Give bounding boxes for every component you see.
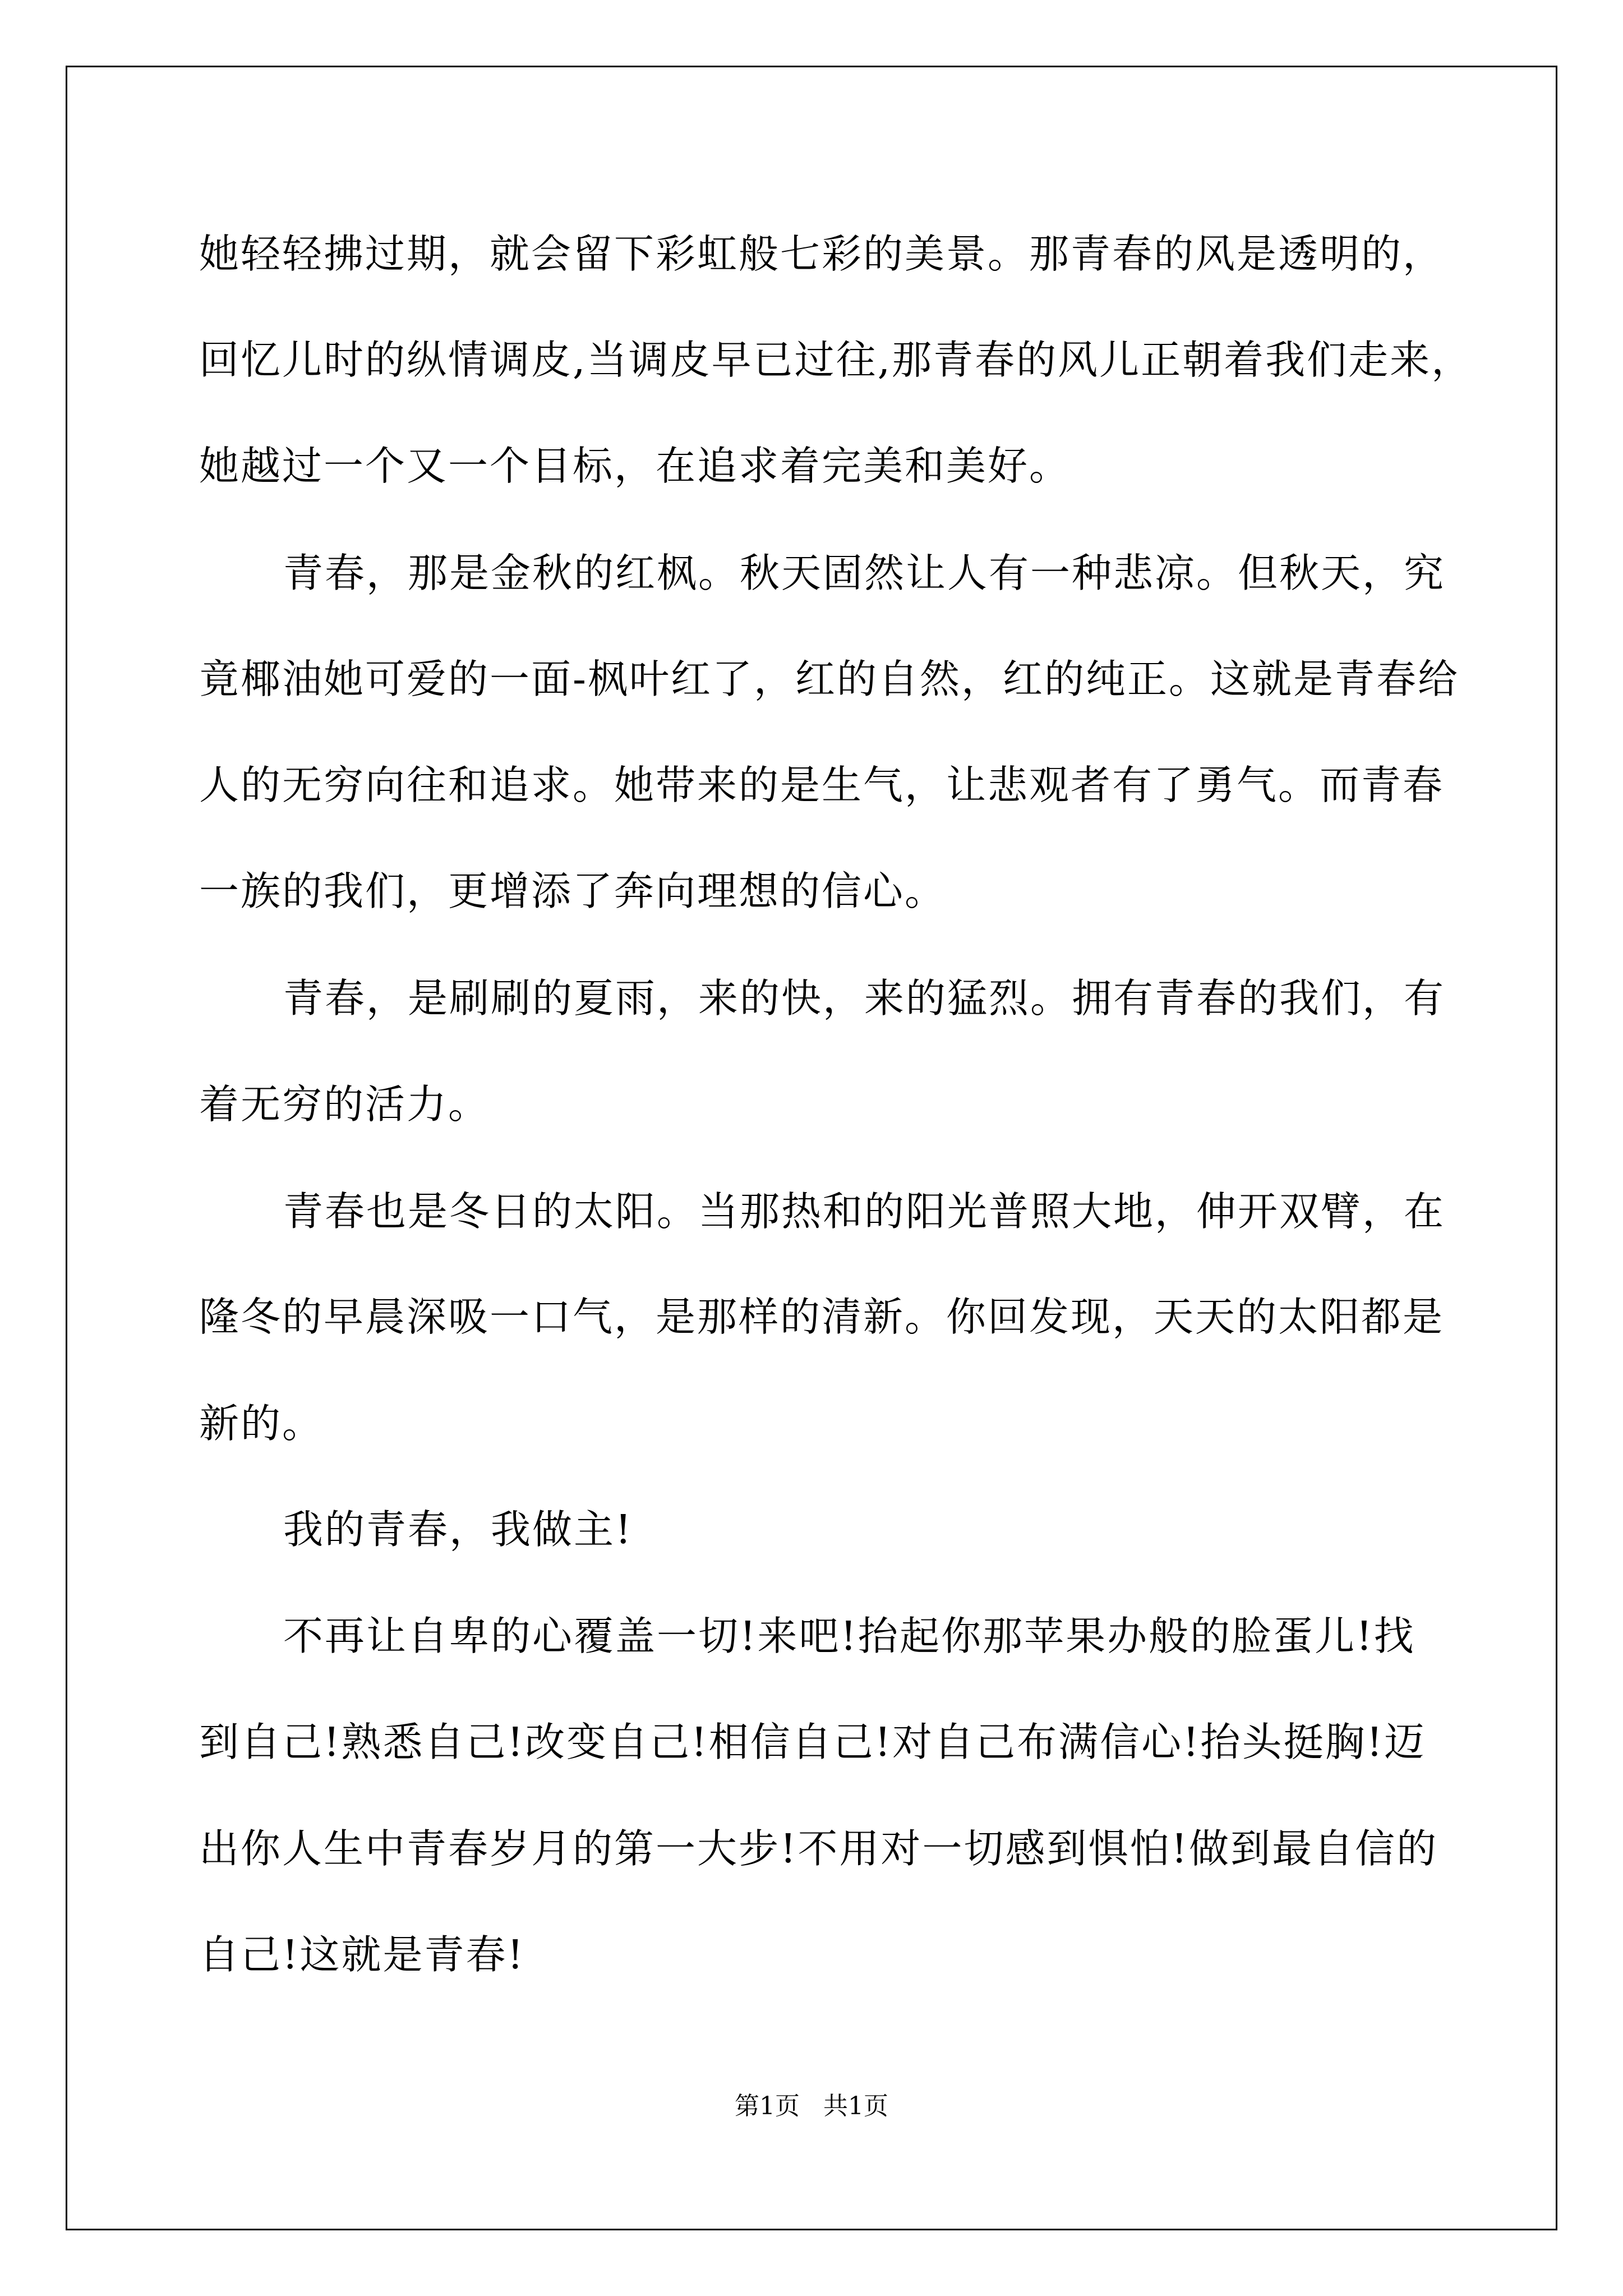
- text-line: 自己!这就是青春!: [199, 1931, 525, 1978]
- paragraph-start-line: 我的青春，我做主!: [283, 1506, 633, 1553]
- text-line: 竟椰油她可爱的一面-枫叶红了，红的自然，红的纯正。这就是青春给: [199, 656, 1459, 702]
- page-number-footer: 第1页 共1页: [735, 2092, 888, 2120]
- paragraph-start-line: 青春，是刷刷的夏雨，来的快，来的猛烈。拥有青春的我们，有: [283, 975, 1446, 1022]
- text-line: 到自己!熟悉自己!改变自己!相信自己!对自己布满信心!抬头挺胸!迈: [199, 1719, 1426, 1765]
- text-line: 隆冬的早晨深吸一口气，是那样的清新。你回发现，天天的太阳都是: [199, 1294, 1445, 1340]
- paragraph-start-line: 青春，那是金秋的红枫。秋天固然让人有一种悲凉。但秋天，究: [283, 550, 1446, 596]
- paragraph-start-line: 不再让自卑的心覆盖一切!来吧!抬起你那苹果办般的脸蛋儿!找: [283, 1613, 1415, 1659]
- text-line: 着无穷的活力。: [199, 1081, 490, 1128]
- text-line: 人的无穷向往和追求。她带来的是生气，让悲观者有了勇气。而青春: [199, 762, 1445, 808]
- text-line: 一族的我们，更增添了奔向理想的信心。: [199, 868, 947, 914]
- text-line: 回忆儿时的纵情调皮,当调皮早已过往,那青春的风儿正朝着我们走来，: [199, 337, 1473, 383]
- text-line: 她越过一个又一个目标，在追求着完美和美好。: [199, 443, 1071, 489]
- text-line: 新的。: [199, 1400, 324, 1447]
- paragraph-start-line: 青春也是冬日的太阳。当那热和的阳光普照大地，伸开双臂，在: [283, 1188, 1446, 1235]
- page-border: [66, 66, 1557, 2230]
- text-line: 出你人生中青春岁月的第一大步!不用对一切感到惧怕!做到最自信的: [199, 1825, 1438, 1872]
- text-line: 她轻轻拂过期，就会留下彩虹般七彩的美景。那青春的风是透明的，: [199, 231, 1445, 277]
